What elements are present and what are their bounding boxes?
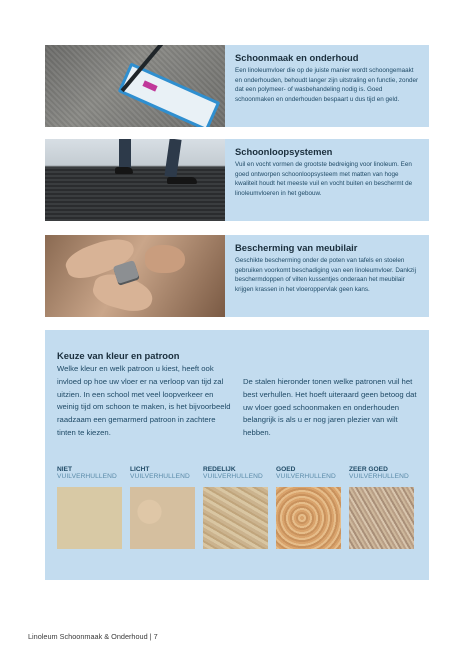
swatch-niet <box>57 466 122 549</box>
swatch-tile <box>276 487 341 549</box>
cleaning-panel <box>225 45 429 127</box>
swatch-goed <box>276 466 341 549</box>
mop-photo <box>45 45 225 127</box>
swatch-tile <box>130 487 195 549</box>
colour-choice-text-right: De stalen hieronder tonen welke patronen vuil het best verhullen. Het hoeft uiteraard geen betoog dat uw vloer goed schoonmaken en onderhouden belangrijk is als u er nog jaren plezier van wilt hebben. <box>243 377 417 438</box>
swatch-level: ZEER GOED <box>349 466 388 473</box>
swatch-level: NIET <box>57 466 73 473</box>
colour-choice-text-left: Welke kleur en welk patroon u kiest, heeft ook invloed op hoe uw vloer er na verloop van tijd zal uitzien. In een school met veel loopverkeer en weinig tijd om schoon te maken, is het bijvoorbeeld raadzaam een gemarmerd patroon in zachtere tinten te kiezen. <box>57 364 231 437</box>
swatch-label: VUILVERHULLEND <box>203 473 263 481</box>
section-title: Bescherming van meubilair <box>235 242 358 253</box>
swatch-tile <box>349 487 414 549</box>
swatch-level: GOED <box>276 466 296 473</box>
section-furniture-protection <box>45 235 429 317</box>
swatch-tile <box>57 487 122 549</box>
felt-pad-photo <box>45 235 225 317</box>
section-body: Vuil en vocht vormen de grootste bedreiging voor linoleum. Een goed ontworpen schoonloopsysteem met matten van hoge kwaliteit houdt het meeste vuil en vocht buiten en beschermt de linoleumvloeren in het gebouw. <box>235 161 413 197</box>
entrance-mat-photo <box>45 139 225 221</box>
section-body: Een linoleumvloer die op de juiste manier wordt schoongemaakt en onderhouden, behoudt langer zijn uitstraling en functie, zonder dat een polymeer- of wasbehandeling nodig is. Goed schoonmaken en onderhouden bespaart u dus tijd en geld. <box>235 67 419 103</box>
swatch-label: VUILVERHULLEND <box>349 473 409 481</box>
colour-choice-title: Keuze van kleur en patroon <box>57 350 180 361</box>
swatch-licht <box>130 466 195 549</box>
swatch-zeer-goed <box>349 466 414 549</box>
section-title: Schoonmaak en onderhoud <box>235 52 359 63</box>
swatch-redelijk <box>203 466 268 549</box>
swatch-level: LICHT <box>130 466 150 473</box>
furniture-panel <box>225 235 429 317</box>
section-cleaning <box>45 45 429 127</box>
section-body: Geschikte bescherming onder de poten van tafels en stoelen gebruiken voorkomt beschadiging van een linoleumvloer. Dankzij beschermdoppen of vilten kussentjes onderaan het meubilair krijgen krassen in het vloeroppervlak geen kans. <box>235 257 416 293</box>
swatch-level: REDELIJK <box>203 466 236 473</box>
section-title: Schoonloopsystemen <box>235 146 333 157</box>
swatch-label: VUILVERHULLEND <box>57 473 117 481</box>
swatch-label: VUILVERHULLEND <box>276 473 336 481</box>
colour-choice-panel <box>45 330 429 580</box>
entrance-mats-panel <box>225 139 429 221</box>
swatch-label: VUILVERHULLEND <box>130 473 190 481</box>
swatch-tile <box>203 487 268 549</box>
page-footer: Linoleum Schoonmaak & Onderhoud | 7 <box>28 632 158 641</box>
swatch-row <box>57 466 414 549</box>
section-entrance-mats <box>45 139 429 221</box>
